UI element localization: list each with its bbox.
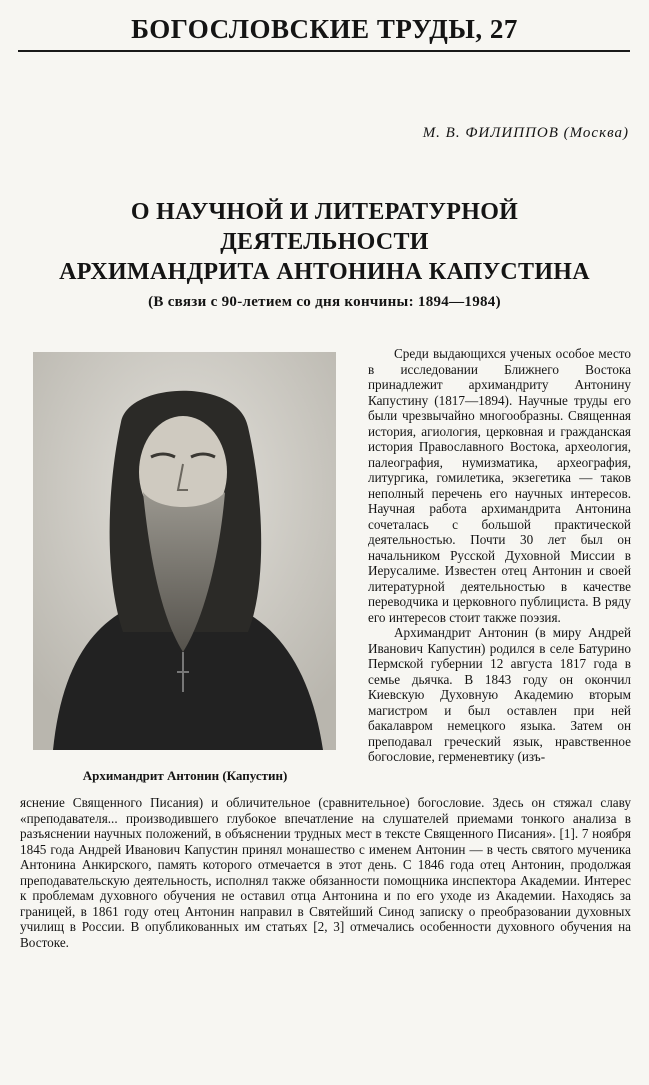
portrait-caption: Архимандрит Антонин (Капустин) bbox=[82, 768, 288, 783]
running-head: БОГОСЛОВСКИЕ ТРУДЫ, 27 bbox=[131, 14, 518, 44]
title-line-1: О НАУЧНОЙ И ЛИТЕРАТУРНОЙ bbox=[130, 199, 519, 225]
header-rule bbox=[18, 50, 630, 52]
title-line-2: ДЕЯТЕЛЬНОСТИ bbox=[220, 229, 429, 255]
portrait-illustration bbox=[33, 352, 336, 750]
paragraph-2-continuation: яснение Священного Писания) и обличительное (сравнительное) богословие. Здесь он стяжал славу «преподавателя... производившего глубокое впечатление на слушателей приемами тонкого анализа в разъяснении научных положений, в объяснении трудных мест в тексте Священного Писания». [1]. 7 ноября 1845 года Андрей Иванович Капустин принял монашество с именем Антонин — в честь святого мученика Антонина Анкирского, память которого отмечается в этот день. С 1846 года отец Антонин, продолжая преподавательскую деятельность, исполнял также обязанности помощника инспектора Академии. Интерес к проблемам духовного обучения не оставил отца Антонина и по его уходе из Академии. Находясь за границей, в 1861 году отец Антонин направил в Святейший Синод записку о преобразовании духовных училищ в России. В опубликованных им статьях [2, 3] отмечались особенности духовного обучения на Востоке. bbox=[20, 795, 631, 950]
paragraph-2: Архимандрит Антонин (в миру Андрей Иванович Капустин) родился в селе Батурино Пермской губернии 12 августа 1817 года в семье дьячка. В 1843 году он окончил Киевскую Духовную Академию вторым магистром и был оставлен при ней бакалавром немецкого языка. Затем он преподавал греческий язык, нравственное богословие, герменевтику (изъ- bbox=[368, 625, 631, 764]
right-column-text bbox=[368, 346, 631, 765]
article-title bbox=[0, 197, 649, 287]
article-subtitle: (В связи с 90-летием со дня кончины: 1894—1984) bbox=[148, 294, 501, 310]
author-byline: М. В. ФИЛИППОВ (Москва) bbox=[422, 125, 629, 141]
title-line-3: АРХИМАНДРИТА АНТОНИНА КАПУСТИНА bbox=[59, 259, 590, 285]
portrait-photo bbox=[33, 352, 336, 750]
paragraph-1: Среди выдающихся ученых особое место в исследовании Ближнего Востока принадлежит архимандриту Антонину Капустину (1817—1894). Научные труды его были чрезвычайно многообразны. Священная история, агиология, церковная и гражданская история Православного Востока, археология, палеография, нумизматика, археография, литургика, гомилетика, экзегетика — таков неполный перечень его научных интересов. Научная работа архимандрита Антонина сочеталась с большой практической деятельностью. Почти 30 лет был он начальником Русской Духовной Миссии в Иерусалиме. Известен отец Антонин и своей литературной деятельностью в качестве переводчика и церковного публициста. В ряду его интересов стоит также поэзия. bbox=[368, 346, 631, 625]
full-width-text bbox=[20, 795, 631, 950]
